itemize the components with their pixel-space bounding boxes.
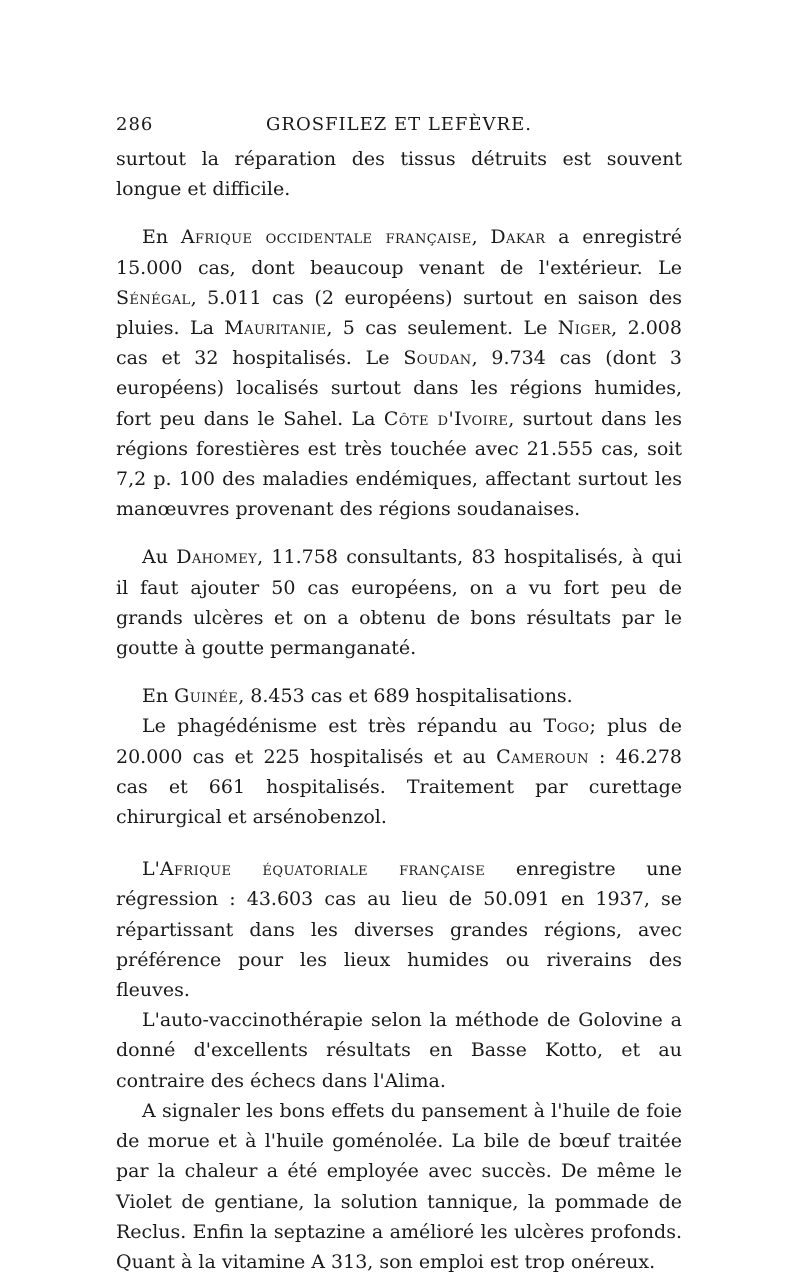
- text-run: surtout la réparation des tissus détruits est souvent longue et difficile.: [116, 148, 682, 201]
- text-run: , 5 cas seulement. Le: [326, 317, 558, 340]
- text-run: enregistre une régression : 43.603 cas au lieu de 50.091 en 1937, se répartissant dans les diverses grandes régions, avec préférence pour les lieux humides ou riverains des fleuves.: [116, 858, 682, 1002]
- text-run: L': [142, 858, 160, 881]
- paragraph: [116, 1005, 682, 1096]
- text-run: En: [142, 685, 175, 708]
- text-run: , 5.011 cas (2 européens) surtout en saison des pluies. La: [116, 286, 682, 340]
- place-name: Sénégal: [116, 286, 191, 309]
- text-run: , 8.453 cas et 689 hospitalisations.: [238, 685, 573, 708]
- place-name: Cameroun: [496, 745, 589, 768]
- body-text: [116, 144, 682, 1277]
- text-run: , 11.758 consultants, 83 hospitalisés, à qui il faut ajouter 50 cas européens, on a vu fort peu de grands ulcères et on a obtenu de bons résultats par le goutte à goutte permanganaté.: [116, 546, 682, 660]
- place-name: Côte d'Ivoire: [383, 407, 509, 430]
- page-number: 286: [116, 114, 154, 135]
- paragraph: [116, 222, 682, 524]
- text-run: Le phagédénisme est très répandu au: [142, 715, 544, 738]
- place-name: Dakar: [490, 226, 546, 249]
- paragraph: [116, 144, 682, 204]
- paragraph: [116, 542, 682, 663]
- text-run: Au: [142, 546, 177, 569]
- text-run: : 46.278 cas et 661 hospitalisés. Traitement par curettage chirurgical et arsénobenzol.: [116, 745, 682, 829]
- text-run: L'auto-vaccinothérapie selon la méthode de Golovine a donné d'excellents résultats en Basse Kotto, et au contraire des échecs dans l'Alima.: [116, 1009, 682, 1092]
- document-page: [116, 114, 682, 1277]
- place-name: Mauritanie: [224, 317, 327, 340]
- place-name: Guinée: [174, 685, 239, 708]
- place-name: Afrique occidentale française: [180, 226, 472, 249]
- running-head: GROSFILEZ ET LEFÈVRE.: [266, 114, 532, 135]
- paragraph: [116, 681, 682, 711]
- text-run: En: [142, 226, 181, 249]
- paragraph: [116, 1096, 682, 1277]
- paragraph: [116, 854, 682, 1005]
- text-run: , 9.734 cas (dont 3 européens) localisés surtout dans les régions humides, fort peu dans le Sahel. La: [116, 347, 682, 430]
- text-run: a enregistré 15.000 cas, dont beaucoup venant de l'extérieur. Le: [116, 226, 682, 279]
- text-run: , surtout dans les régions forestières est très touchée avec 21.555 cas, soit 7,2 p. 100 des maladies endémiques, affectant surtout les manœuvres provenant des régions soudanaises.: [116, 407, 682, 521]
- text-run: ; plus de 20.000 cas et 225 hospitalisés et au: [116, 715, 682, 768]
- text-run: A signaler les bons effets du pansement à l'huile de foie de morue et à l'huile goménolée. La bile de bœuf traitée par la chaleur a été employée avec succès. De même le Violet de gentiane, la solution tannique, la pommade de Reclus. Enfin la septazine a amélioré les ulcères profonds. Quant à la vitamine A 313, son emploi est trop onéreux.: [116, 1099, 682, 1273]
- text-run: ,: [471, 226, 491, 249]
- paragraph: [116, 711, 682, 832]
- place-name: Dahomey: [176, 546, 258, 569]
- place-name: Niger: [557, 317, 612, 340]
- text-run: , 2.008 cas et 32 hospitalisés. Le: [116, 317, 682, 370]
- place-name: Soudan: [403, 347, 472, 370]
- place-name: Togo: [543, 715, 590, 738]
- page-header: [116, 114, 682, 144]
- place-name: Afrique équatoriale française: [159, 858, 486, 881]
